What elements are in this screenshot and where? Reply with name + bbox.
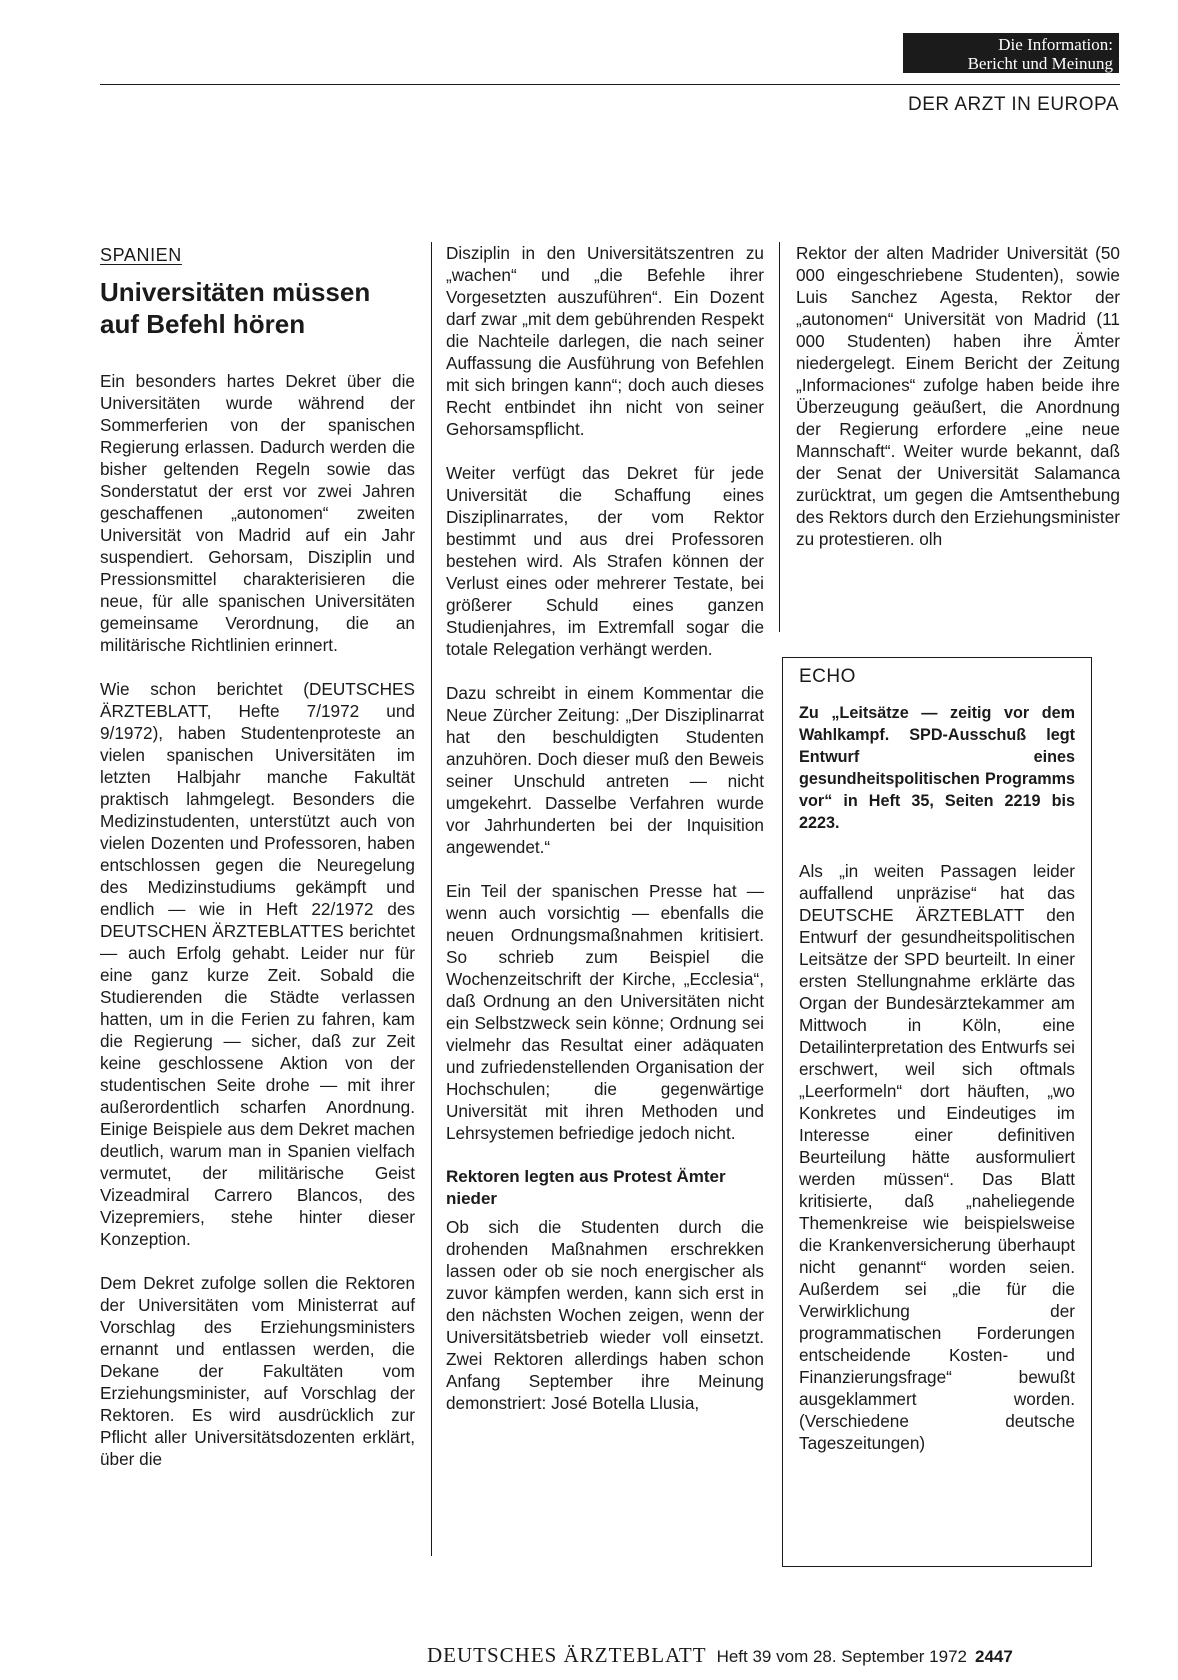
echo-body: Als „in weiten Passagen leider auffallend unpräzise“ hat das DEUTSCHE ÄRZTEBLATT den Entwurf der gesundheitspolitischen Leitsätze der SPD beurteilt. In einer ersten Stellungnahme erklärte das Organ der Bundesärztekammer am Mittwoch in Köln, eine Detailinterpretation des Entwurfs sei erschwert, weil sich oftmals „Leerformeln“ dort häuften, „wo Konkretes und Eindeutiges im Interesse einer definitiven Beurteilung hätte ausformuliert werden müssen“. Das Blatt kritisierte, daß „naheliegende Themenkreise wie beispielsweise die Krankenversicherung überhaupt nicht genannt“ worden seien. Außerdem sei „die für die Verwirklichung der programmatischen Forderungen entscheidende Kosten- und Finanzierungsfrage“ bewußt ausgeklammert worden. (Verschiedene deutsche Tageszeitungen)	[799, 861, 1075, 1453]
issue-info: Heft 39 vom 28. September 1972	[716, 1647, 968, 1666]
echo-lead: Zu „Leitsätze — zeitig vor dem Wahlkampf. SPD-Ausschuß legt Entwurf eines gesundheitspolitischen Programms vor“ in Heft 35, Seiten 2219 bis 2223.	[799, 704, 1075, 832]
article-column-1	[100, 242, 415, 1492]
article-column-3	[796, 242, 1120, 572]
rubric-line-2: Bericht und Meinung	[967, 54, 1113, 73]
echo-title: ECHO	[799, 666, 856, 687]
article-paragraph: Ein Teil der spanischen Presse hat — wenn auch vorsichtig — ebenfalls die neuen Ordnungsmaßnahmen kritisiert. So schrieb zum Beispiel die Wochenzeitschrift der Kirche, „Ecclesia“, daß Ordnung an den Universitäten nicht ein Selbstzweck sein könne; Ordnung sei vielmehr das Resultat einer adäquaten und zufriedenstellenden Organisation der Hochschulen; die gegenwärtige Universität mit ihren Methoden und Lehrsystemen befriedige jedoch nicht.	[446, 881, 764, 1143]
article-paragraph: Rektor der alten Madrider Universität (50 000 eingeschriebene Studenten), sowie Luis Sanchez Agesta, Rektor der „autonomen“ Universität von Madrid (11 000 Studenten) haben ihre Ämter niedergelegt. Einem Bericht der Zeitung „Informaciones“ zufolge haben beide ihre Überzeugung geäußert, die Anordnung der Regierung erfordere „eine neue Mannschaft“. Weiter wurde bekannt, daß der Senat der Universität Salamanca zurücktrat, um gegen die Amtsenthebung des Rektors durch den Erziehungsminister zu protestieren. olh	[796, 243, 1120, 549]
article-paragraph: Weiter verfügt das Dekret für jede Universität die Schaffung eines Disziplinarrates, der vom Rektor bestimmt und aus drei Professoren bestehen wird. Als Strafen können der Verlust eines oder mehrerer Testate, bei größerer Schuld eines ganzen Studienjahres, im Extremfall sogar die totale Relegation verhängt werden.	[446, 463, 764, 659]
publication-name: DEUTSCHES ÄRZTEBLATT	[427, 1643, 707, 1667]
header-rule	[100, 84, 1120, 85]
article-paragraph: Disziplin in den Universitätszentren zu „wachen“ und „die Befehle ihrer Vorgesetzten auszuführen“. Ein Dozent darf zwar „mit dem gebührenden Respekt die Nachteile darlegen, die nach seiner Auffassung die Ausführung von Befehlen mit sich bringen kann“; doch auch dieses Recht entbindet ihn nicht von seiner Gehorsamspflicht.	[446, 243, 764, 439]
column-divider	[779, 242, 780, 632]
echo-box	[782, 657, 1092, 1567]
article-paragraph: Ein besonders hartes Dekret über die Universitäten wurde während der Sommerferien von der spanischen Regierung erlassen. Dadurch werden die bisher geltenden Regeln sowie das Sonderstatut der erst vor zwei Jahren geschaffenen „autonomen“ zweiten Universität von Madrid auf ein Jahr suspendiert. Gehorsam, Disziplin und Pressionsmittel charakterisieren die neue, für alle spanischen Universitäten gemeinsame Verordnung, die an militärische Richtlinien erinnert.	[100, 371, 415, 655]
article-paragraph: Dazu schreibt in einem Kommentar die Neue Zürcher Zeitung: „Der Disziplinarrat hat den beschuldigten Studenten anzuhören. Doch dieser muß den Beweis seiner Unschuld antreten — nicht umgekehrt. Dasselbe Verfahren wurde vor Jahrhunderten bei der Inquisition angewendet.“	[446, 683, 764, 857]
article-paragraph: Wie schon berichtet (DEUTSCHES ÄRZTEBLATT, Hefte 7/1972 und 9/1972), haben Studentenproteste an vielen spanischen Universitäten im letzten Halbjahr manche Fakultät praktisch lahmgelegt. Besonders die Medizinstudenten, unterstützt auch von vielen Dozenten und Professoren, haben entschlossen gegen die Neuregelung des Medizinstudiums gekämpft und endlich — wie in Heft 22/1972 des DEUTSCHEN ÄRZTEBLATTES berichtet — auch Erfolg gehabt. Leider nur für eine ganz kurze Zeit. Sobald die Studierenden die Städte verlassen hatten, um in die Ferien zu fahren, kam die Regierung — sicher, daß zur Zeit keine geschlossene Aktion von der studentischen Seite drohe — mit ihrer außerordentlich scharfen Anordnung. Einige Beispiele aus dem Dekret machen deutlich, warum man in Spanien vielfach vermutet, der militärische Geist Vizeadmiral Carrero Blancos, des Vizepremiers, stehe hinter dieser Konzeption.	[100, 679, 415, 1249]
page-footer	[427, 1643, 1127, 1669]
article-kicker: SPANIEN	[100, 245, 182, 265]
article-headline: Universitäten müssen auf Befehl hören	[100, 277, 371, 339]
column-divider	[431, 242, 432, 1556]
article-column-2	[446, 242, 764, 1436]
rubric-line-1: Die Information:	[998, 35, 1113, 54]
article-paragraph: Dem Dekret zufolge sollen die Rektoren der Universitäten vom Ministerrat auf Vorschlag des Erziehungsministers ernannt und entlassen werden, die Dekane der Fakultäten vom Erziehungsminister, auf Vorschlag der Rektoren. Es wird ausdrücklich zur Pflicht aller Universitätsdozenten erklärt, über die	[100, 1273, 415, 1469]
page-number: 2447	[975, 1647, 1013, 1666]
article-paragraph: Ob sich die Studenten durch die drohenden Maßnahmen erschrekken lassen oder ob sie noch energischer als zuvor kämpfen werden, kann sich erst in den nächsten Wochen zeigen, wenn der Universitätsbetrieb wieder voll einsetzt. Zwei Rektoren allerdings haben schon Anfang September ihre Meinung demonstriert: José Botella Llusia,	[446, 1217, 764, 1413]
section-label: DER ARZT IN EUROPA	[908, 94, 1119, 115]
rubric-box	[903, 33, 1119, 73]
article-subheading: Rektoren legten aus Protest Ämter nieder	[446, 1167, 726, 1208]
